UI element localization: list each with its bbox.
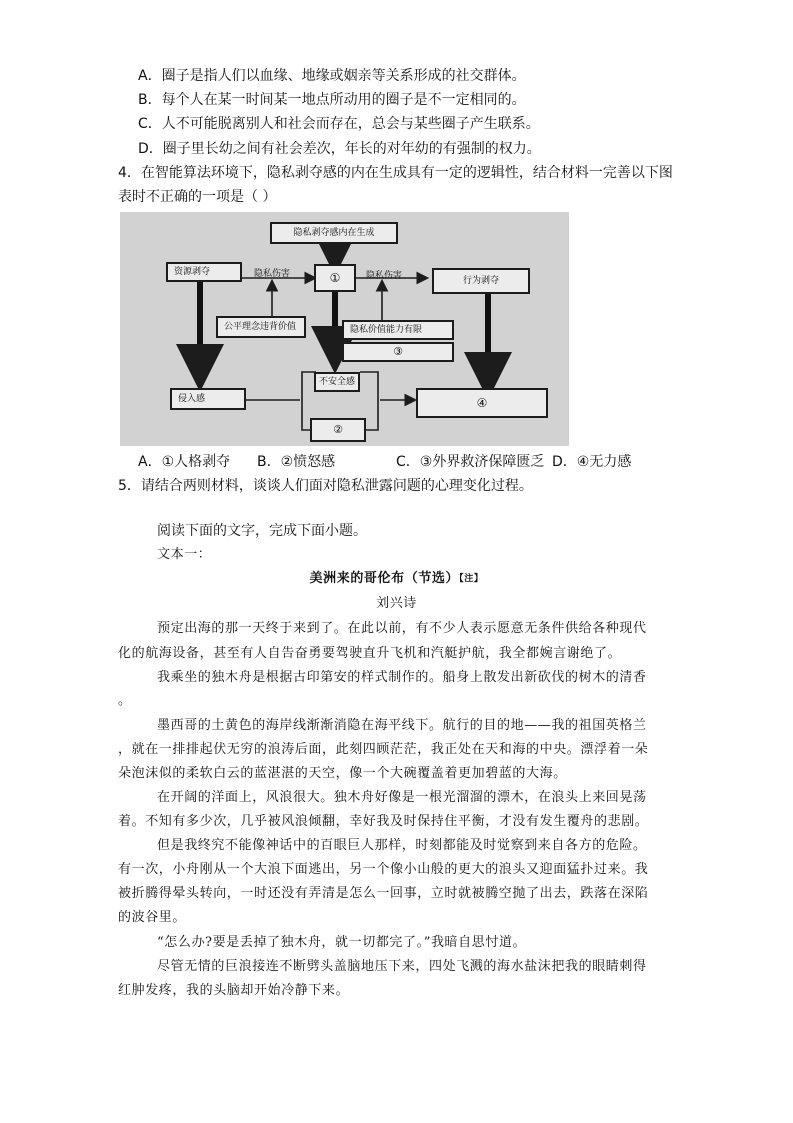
reading-instruction: 阅读下面的文字，完成下面小题。 (157, 523, 367, 539)
circle-1-box: ① (314, 264, 356, 292)
q4-option-a-text: ①人格剥夺 (161, 454, 231, 470)
inner-generation-box: 隐私剥夺感内在生成 (270, 222, 398, 244)
question-4-stem-line2: 表时不正确的一项是（ ） (118, 189, 277, 205)
q4-option-d-letter: D． (552, 454, 577, 470)
resource-deprivation-box: 资源剥夺 (166, 262, 242, 282)
option-a-q3: A．圈子是指人们以血缘、地缘或姻亲等关系形成的社交群体。 (138, 68, 526, 84)
question-5: 5．请结合两则材料，谈谈人们面对隐私泄露问题的心理变化过程。 (118, 478, 533, 494)
flowchart-diagram (120, 212, 569, 446)
article-line: 化的航海设备，甚至有人自告奋勇要驾驶直升飞机和汽艇护航，我全都婉言谢绝了。 (118, 646, 622, 661)
privacy-harm-right-label: 隐私伤害 (366, 271, 403, 281)
article-line: 但是我终究不能像神话中的百眼巨人那样，时刻都能及时觉察到来自各方的危险。 (157, 838, 647, 853)
article-line: 被折腾得晕头转向，一时还没有弄清是怎么一回事，立时就被腾空抛了出去，跌落在深陷 (118, 886, 649, 901)
q4-option-a (138, 452, 230, 472)
article-author: 刘兴诗 (376, 596, 417, 611)
insecurity-box: 不安全感 (314, 372, 360, 392)
option-b-q3: B．每个人在某一时间某一地点所动用的圈子是不一定相同的。 (138, 92, 526, 108)
privacy-capability-box: 隐私价值能力有限 (342, 320, 454, 340)
q4-option-d-text: ④无力感 (576, 454, 632, 470)
q4-option-c-text: ③外界救济保障匮乏 (419, 454, 545, 470)
text-one-label: 文本一： (157, 547, 212, 562)
q4-option-b-letter: B． (257, 454, 281, 470)
article-line: 在开阔的洋面上，风浪很大。独木舟好像是一根光溜溜的漂木，在浪头上来回晃荡 (157, 790, 647, 805)
option-d-q3: D．圈子里长幼之间有社会差次，年长的对年幼的有强制的权力。 (138, 141, 541, 157)
article-line: 我乘坐的独木舟是根据古印第安的样式制作的。船身上散发出新砍伐的树木的清香 (157, 670, 647, 685)
circle-3-box: ③ (342, 342, 454, 362)
article-line: 。 (118, 693, 132, 708)
article-line: ，就在一排排起伏无穷的浪涛后面，此刻四顾茫茫，我正处在天和海的中央。漂浮着一朵 (118, 742, 649, 757)
q4-option-a-letter: A． (138, 454, 162, 470)
q4-option-c-letter: C． (396, 454, 420, 470)
q4-option-b-text: ②愤怒感 (280, 454, 336, 470)
article-line: 红肿发疼，我的头脑却开始冷静下来。 (118, 983, 350, 998)
article-line: 预定出海的那一天终于来到了。在此以前，有不少人表示愿意无条件供给各种现代 (157, 621, 647, 636)
article-line: 有一次，小舟刚从一个大浪下面逃出，另一个像小山般的更大的浪头又迎面猛扑过来。我 (118, 862, 649, 877)
circle-2-box: ② (310, 418, 366, 442)
article-line: 尽管无情的巨浪接连不断劈头盖脑地压下来，四处飞溅的海水盐沫把我的眼睛刺得 (157, 959, 647, 974)
article-line: 墨西哥的土黄色的海岸线渐渐消隐在海平线下。航行的目的地——我的祖国英格兰 (157, 718, 647, 733)
article-line: 着。不知有多少次，几乎被风浪倾翻，幸好我及时保持住平衡，才没有发生覆舟的悲剧。 (118, 814, 649, 829)
article-line: 的波谷里。 (118, 910, 187, 925)
behavior-deprivation-box: 行为剥夺 (432, 268, 530, 294)
article-title-note: 【注】 (459, 574, 484, 584)
circle-4-box: ④ (416, 388, 548, 418)
q4-option-b (257, 452, 335, 472)
q4-option-d (552, 452, 631, 472)
privacy-harm-left-label: 隐私伤害 (254, 269, 291, 279)
question-4-stem-line1: 4．在智能算法环境下，隐私剥夺感的内在生成具有一定的逻辑性，结合材料一完善以下图 (118, 165, 673, 181)
article-title (0, 569, 793, 589)
q4-option-c (396, 452, 544, 472)
article-line: “怎么办?要是丢掉了独木舟，就一切都完了。”我暗自思忖道。 (157, 935, 527, 950)
fairness-violation-box: 公平理念违背价值 (216, 316, 306, 338)
article-title-text: 美洲来的哥伦布（节选） (309, 571, 460, 586)
intrusion-box: 侵入感 (170, 388, 246, 410)
article-line: 朵泡沫似的柔软白云的蓝湛湛的天空，像一个大碗覆盖着更加碧蓝的大海。 (118, 766, 567, 781)
option-c-q3: C．人不可能脱离别人和社会而存在，总会与某些圈子产生联系。 (138, 116, 540, 132)
